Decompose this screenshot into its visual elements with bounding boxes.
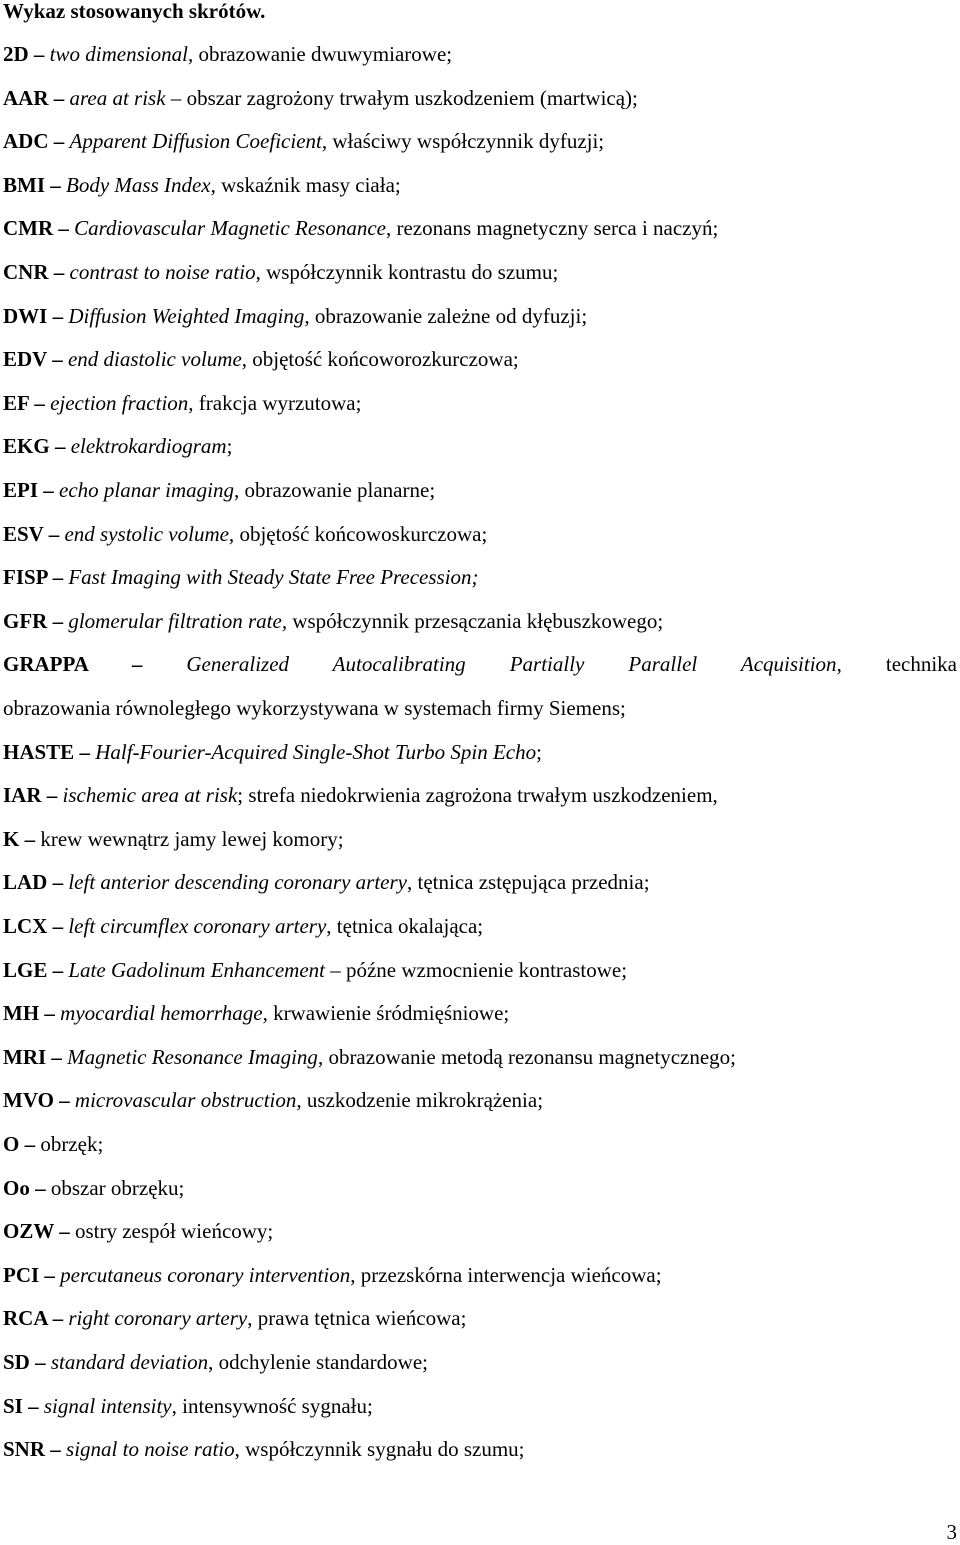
abbreviation-entry — [3, 913, 483, 939]
abbreviation-term: SI — [3, 1393, 23, 1418]
abbreviation-entry — [3, 128, 604, 154]
entry-dash: – — [46, 347, 68, 372]
abbreviation-term: CMR — [3, 216, 54, 241]
entry-separator: , — [350, 1262, 361, 1287]
abbreviation-term: SD — [3, 1350, 30, 1374]
abbreviation-entry — [3, 1262, 662, 1288]
entry-separator: , — [836, 652, 886, 677]
entry-dash: – — [29, 390, 51, 415]
entry-dash: – — [53, 1088, 75, 1113]
entry-separator: , — [188, 390, 199, 415]
entry-dash: – — [45, 172, 66, 197]
entry-separator: ; — [237, 783, 249, 808]
polish-description: uszkodzenie mikrokrążenia; — [306, 1088, 544, 1113]
abbreviation-entry — [3, 85, 638, 111]
abbreviation-entry — [3, 957, 627, 983]
entry-dash: – — [47, 303, 69, 328]
abbreviation-entry — [3, 1436, 525, 1462]
polish-description: właściwy współczynnik dyfuzji; — [332, 129, 605, 154]
abbreviation-entry — [3, 1218, 273, 1244]
entry-separator: , — [208, 1350, 219, 1374]
english-term: Apparent Diffusion Coeficient — [69, 129, 322, 154]
polish-description: obrazowanie planarne; — [244, 478, 436, 502]
abbreviation-term: 2D — [3, 42, 29, 66]
entry-dash: – — [28, 42, 50, 66]
abbreviation-term: EKG — [3, 434, 50, 459]
abbreviation-term: AAR — [3, 85, 49, 110]
abbreviation-entry — [3, 1000, 509, 1026]
entry-dash: – — [47, 565, 69, 590]
polish-description: wskaźnik masy ciała; — [221, 172, 401, 197]
english-term: Diffusion Weighted Imaging — [68, 303, 305, 328]
english-term: ischemic area at risk — [62, 783, 238, 808]
entry-dash: – — [43, 521, 65, 546]
entry-dash: – — [38, 478, 60, 502]
polish-description: objętość końcowoskurczowa; — [239, 521, 488, 546]
polish-description: prawa tętnica wieńcowa; — [257, 1306, 467, 1331]
entry-dash: – — [47, 1306, 69, 1331]
polish-description: późne wzmocnienie kontrastowe; — [345, 957, 628, 982]
abbreviation-term: ESV — [3, 521, 44, 546]
entry-dash: – — [19, 826, 41, 851]
english-term: area at risk — [69, 85, 166, 110]
abbreviation-term: OZW — [3, 1219, 54, 1244]
entry-dash: – — [47, 870, 69, 895]
polish-description: strefa niedokrwienia zagrożona trwałym uszkodzeniem, — [248, 783, 718, 808]
english-term: myocardial hemorrhage — [60, 1001, 263, 1026]
entry-dash: – — [39, 1001, 61, 1026]
polish-description: ; — [226, 434, 233, 459]
abbreviation-entry — [3, 1087, 543, 1113]
abbreviation-term: O — [3, 1132, 20, 1156]
polish-description: obrazowanie zależne od dyfuzji; — [314, 303, 588, 328]
english-term: end diastolic volume — [67, 347, 242, 372]
abbreviation-term: GFR — [3, 608, 48, 633]
entry-dash: – — [41, 783, 63, 808]
abbreviation-term: EF — [3, 390, 30, 415]
polish-description: rezonans magnetyczny serca i naczyń; — [396, 216, 719, 241]
entry-separator: , — [317, 1044, 329, 1069]
entry-separator: – — [165, 85, 187, 110]
polish-description: obszar obrzęku; — [50, 1175, 185, 1200]
abbreviation-term: GRAPPA — [3, 652, 88, 677]
abbreviation-entry — [3, 303, 587, 329]
polish-description: ; — [536, 739, 542, 764]
abbreviation-entry — [3, 433, 232, 459]
entry-dash: – — [74, 739, 96, 764]
entry-dash: – — [48, 129, 70, 154]
abbreviation-entry — [3, 739, 542, 765]
abbreviation-term: MVO — [3, 1088, 54, 1113]
abbreviation-entry — [3, 651, 957, 677]
abbreviation-entry — [3, 1175, 184, 1201]
entry-dash: – — [87, 652, 187, 677]
abbreviation-term: Oo — [3, 1175, 30, 1200]
abbreviation-term: K — [3, 826, 20, 851]
polish-description: tętnica okalająca; — [336, 914, 484, 938]
english-term: echo planar imaging — [59, 478, 234, 502]
english-term: Half-Fourier-Acquired Single-Shot Turbo Spin Echo — [95, 739, 537, 764]
polish-description: objętość końcoworozkurczowa; — [252, 347, 519, 372]
english-term: Cardiovascular Magnetic Resonance — [74, 216, 386, 241]
abbreviation-entry — [3, 259, 558, 285]
polish-description: obrazowanie dwuwymiarowe; — [198, 42, 453, 66]
abbreviation-term: MRI — [3, 1044, 47, 1069]
entry-separator: , — [255, 260, 267, 284]
abbreviation-term: RCA — [3, 1306, 48, 1331]
page-heading: Wykaz stosowanych skrótów. — [3, 0, 266, 23]
entry-dash: – — [47, 914, 69, 938]
entry-separator: , — [407, 870, 418, 895]
english-term: end systolic volume, — [64, 521, 235, 546]
abbreviation-entry — [3, 41, 452, 67]
entry-separator: , — [296, 1088, 307, 1113]
polish-description: obszar zagrożony trwałym uszkodzeniem (martwicą); — [186, 85, 638, 110]
abbreviation-term: HASTE — [3, 739, 75, 764]
entry-dash: – — [53, 1219, 75, 1244]
english-term: Magnetic Resonance Imaging — [67, 1044, 318, 1069]
abbreviation-entry — [3, 346, 519, 372]
abbreviation-term: EPI — [3, 478, 39, 502]
abbreviation-term: BMI — [3, 172, 45, 197]
abbreviation-term: PCI — [3, 1262, 40, 1287]
polish-description: technika — [885, 652, 957, 677]
abbreviation-term: MH — [3, 1001, 40, 1026]
entry-separator: , — [385, 216, 397, 241]
abbreviation-term: FISP — [3, 565, 48, 590]
english-term: left anterior descending coronary artery — [68, 870, 407, 895]
english-term: microvascular obstruction — [74, 1088, 297, 1113]
entry-dash: – — [29, 1350, 51, 1374]
entry-dash: – — [39, 1262, 61, 1287]
english-term: Fast Imaging with Steady State Free Precession; — [68, 565, 479, 590]
abbreviation-entry — [3, 1044, 736, 1070]
polish-description: ostry zespół wieńcowy; — [74, 1219, 274, 1244]
entry-dash: – — [19, 1132, 41, 1156]
english-term: left circumflex coronary artery — [68, 914, 327, 938]
abbreviation-term: SNR — [3, 1437, 46, 1462]
entry-dash: – — [22, 1393, 44, 1418]
english-term: signal intensity — [43, 1393, 172, 1418]
english-term: contrast to noise ratio — [69, 260, 256, 284]
english-term: standard deviation — [50, 1350, 209, 1374]
abbreviation-entry — [3, 1131, 103, 1157]
abbreviation-entry — [3, 1393, 373, 1419]
abbreviation-entry — [3, 390, 361, 416]
polish-description: obrazowanie metodą rezonansu magnetycznego; — [328, 1044, 737, 1069]
entry-separator: , — [262, 1001, 274, 1026]
abbreviation-term: IAR — [3, 783, 42, 808]
abbreviation-term: LCX — [3, 914, 48, 938]
abbreviation-entry — [3, 215, 718, 241]
entry-dash: – — [47, 608, 69, 633]
english-term: glomerular filtration rate, — [68, 608, 288, 633]
entry-separator: , — [304, 303, 315, 328]
abbreviation-entry — [3, 695, 626, 721]
page-number: 3 — [946, 1520, 957, 1544]
abbreviation-entry — [3, 521, 487, 547]
entry-dash: – — [29, 1175, 51, 1200]
abbreviation-entry — [3, 477, 435, 503]
entry-separator: , — [241, 347, 253, 372]
abbreviation-term: LAD — [3, 870, 48, 895]
english-term: ejection fraction — [50, 390, 189, 415]
polish-description: odchylenie standardowe; — [218, 1350, 428, 1374]
abbreviation-entry — [3, 782, 718, 808]
abbreviation-term: DWI — [3, 303, 48, 328]
entry-dash: – — [53, 216, 75, 241]
polish-description: frakcja wyrzutowa; — [198, 390, 362, 415]
entry-dash: – — [49, 434, 71, 459]
english-term: Late Gadolinum Enhancement — [68, 957, 325, 982]
entry-dash: – — [48, 260, 70, 284]
english-term: Generalized Autocalibrating Partially Parallel Acquisition — [186, 652, 837, 677]
entry-separator: , — [187, 42, 199, 66]
abbreviation-entry — [3, 869, 650, 895]
abbreviation-entry — [3, 564, 479, 590]
polish-description: obrazowania równoległego wykorzystywana w systemach firmy Siemens; — [3, 696, 626, 720]
polish-description: krew wewnątrz jamy lewej komory; — [40, 826, 344, 851]
abbreviation-term: CNR — [3, 260, 49, 284]
polish-description: intensywność sygnału; — [182, 1393, 373, 1418]
entry-separator: , — [210, 172, 222, 197]
entry-separator: , — [247, 1306, 258, 1331]
abbreviation-term: LGE — [3, 957, 48, 982]
polish-description: krwawienie śródmięśniowe; — [273, 1001, 510, 1026]
abbreviation-entry — [3, 826, 344, 852]
abbreviation-entry — [3, 608, 663, 634]
entry-separator: , — [234, 478, 245, 502]
entry-dash: – — [45, 1437, 67, 1462]
entry-separator: , — [321, 129, 333, 154]
english-term: elektrokardiogram — [70, 434, 227, 459]
abbreviation-term: ADC — [3, 129, 49, 154]
polish-description: współczynnik przesączania kłębuszkowego; — [292, 608, 664, 633]
abbreviation-entry — [3, 172, 401, 198]
entry-dash: – — [48, 85, 70, 110]
polish-description: współczynnik kontrastu do szumu; — [266, 260, 559, 284]
english-term: signal to noise ratio — [66, 1437, 235, 1462]
polish-description: przezskórna interwencja wieńcowa; — [360, 1262, 662, 1287]
entry-separator: , — [234, 1437, 246, 1462]
english-term: two dimensional — [49, 42, 188, 66]
entry-separator: – — [324, 957, 346, 982]
abbreviation-entry — [3, 1349, 428, 1375]
entry-separator: , — [326, 914, 337, 938]
entry-dash: – — [46, 1044, 68, 1069]
english-term: right coronary artery — [68, 1306, 248, 1331]
english-term: percutaneus coronary intervention — [60, 1262, 351, 1287]
abbreviation-entry — [3, 1305, 466, 1331]
entry-dash: – — [47, 957, 69, 982]
entry-separator: , — [171, 1393, 183, 1418]
polish-description: obrzęk; — [40, 1132, 104, 1156]
polish-description: współczynnik sygnału do szumu; — [245, 1437, 525, 1462]
polish-description: tętnica zstępująca przednia; — [417, 870, 650, 895]
abbreviation-term: EDV — [3, 347, 47, 372]
english-term: Body Mass Index — [66, 172, 211, 197]
